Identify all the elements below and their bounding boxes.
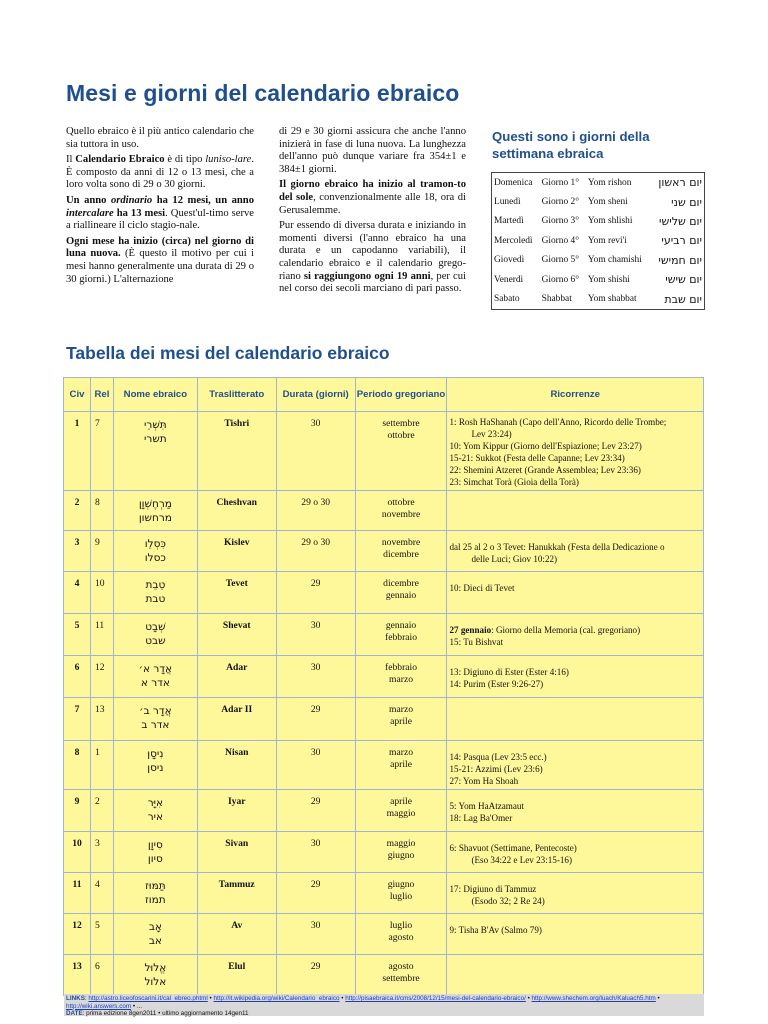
month-period-text: novembre	[381, 509, 421, 520]
holiday-line: 15-21: Azzimi (Lev 23:6)	[449, 764, 543, 774]
month-hebrew-text: סִיוָן	[147, 839, 163, 851]
month-hebrew-text: תַּמּוּז	[145, 880, 166, 892]
weekday-number: Giorno 3°	[541, 216, 579, 227]
month-civ: 12	[64, 914, 91, 955]
month-row	[64, 955, 704, 996]
holiday-line: Lev 23:24)	[471, 429, 512, 439]
month-translit: Adar II	[197, 698, 276, 741]
month-row	[64, 614, 704, 656]
month-civ: 1	[64, 412, 91, 491]
month-gregorian-period	[355, 790, 447, 832]
month-row	[64, 656, 704, 698]
weekday-hebrew: יום שלישי	[658, 214, 702, 228]
month-duration: 29 o 30	[276, 491, 355, 531]
month-hebrew-text: מַרְחֶשְׁוָן	[138, 498, 172, 510]
month-hebrew-name	[113, 572, 197, 614]
month-period-text: dicembre	[383, 578, 419, 589]
weekday-translit: Yom shlishi	[587, 216, 633, 227]
month-row	[64, 531, 704, 572]
footer-links-line: LINKS: http://astro.liceofoscarini.it/cal_ebreo.phtml • http://it.wikipedia.org/wiki/Calendario_ebraico • http://pisaebraica.it/cms/2008/12/15/mesi-del-calendario-ebraico/ • http://www.shechem.org/luach/Kaluach5.htm • http://wiki.answers.com • ...	[66, 995, 660, 1010]
month-row	[64, 412, 704, 491]
month-row	[64, 832, 704, 873]
month-holidays	[447, 656, 704, 698]
month-period-text: marzo	[389, 674, 414, 685]
month-hebrew-name	[113, 614, 197, 656]
footer-link[interactable]: http://wiki.answers.com	[66, 1002, 132, 1010]
holiday-line: 14: Purim (Ester 9:26-27)	[449, 679, 544, 689]
weekday-italian: Giovedì	[494, 255, 525, 266]
month-rel: 8	[90, 491, 113, 531]
weekday-number: Shabbat	[541, 294, 572, 305]
month-hebrew-text: אֱלוּל	[144, 962, 167, 974]
footer-link[interactable]: http://astro.liceofoscarini.it/cal_ebreo.phtml	[88, 995, 208, 1002]
weekday-translit: Yom chamishi	[587, 255, 642, 266]
month-holidays	[447, 531, 704, 572]
intro-paragraph: Pur essendo di diversa durata e iniziando in momenti diversi (l'anno ebraico ha una durata e un capodanno variabili), il calendario ebraico e il calendario grego-riano si raggiungono ogni 19 anni, per cui nel corso dei secoli marciano di pari passo.	[279, 220, 466, 295]
holiday-line: 10: Dieci di Tevet	[449, 583, 515, 593]
month-rel: 4	[90, 873, 113, 914]
month-holidays	[447, 491, 704, 531]
month-hebrew-text: טֵבֵת	[145, 579, 166, 591]
weekday-number: Giorno 4°	[541, 235, 579, 246]
holiday-line: 14: Pasqua (Lev 23:5 ecc.)	[449, 752, 547, 762]
weekday-translit: Yom shishi	[587, 274, 630, 285]
month-translit: Shevat	[197, 614, 276, 656]
month-holidays	[447, 741, 704, 790]
month-hebrew-text: שבט	[145, 635, 166, 647]
month-holidays	[447, 698, 704, 741]
weekday-hebrew: יום רביעי	[661, 234, 702, 248]
month-hebrew-name	[113, 531, 197, 572]
month-holidays	[447, 955, 704, 996]
month-period-text: aprile	[390, 716, 412, 727]
month-hebrew-text: סיון	[147, 853, 163, 865]
month-civ: 7	[64, 698, 91, 741]
month-holidays	[447, 614, 704, 656]
month-hebrew-text: אָב	[148, 921, 162, 933]
holiday-line: 15: Tu Bishvat	[449, 637, 504, 647]
weekday-italian: Martedì	[494, 216, 524, 227]
month-rel: 2	[90, 790, 113, 832]
month-hebrew-text: אדר א	[140, 677, 170, 689]
month-hebrew-text: תִּשְׁרֵי	[144, 419, 167, 431]
month-period-text: marzo	[389, 747, 414, 758]
month-gregorian-period	[355, 955, 447, 996]
month-gregorian-period	[355, 832, 447, 873]
footer-link[interactable]: http://pisaebraica.it/cms/2008/12/15/mesi-del-calendario-ebraico/	[345, 995, 526, 1002]
intro-paragraph: di 29 e 30 giorni assicura che anche l'anno inizierà in fase di luna nuova. La lunghezza dell'anno può dunque variare fra 354±1 e 384±1 giorni.	[279, 126, 466, 175]
month-holidays	[447, 914, 704, 955]
month-duration: 30	[276, 656, 355, 698]
month-duration: 29	[276, 572, 355, 614]
month-civ: 9	[64, 790, 91, 832]
month-period-text: giugno	[387, 850, 415, 861]
month-civ: 8	[64, 741, 91, 790]
month-row	[64, 698, 704, 741]
page-title: Mesi e giorni del calendario ebraico	[66, 80, 460, 106]
month-duration: 30	[276, 614, 355, 656]
month-gregorian-period	[355, 491, 447, 531]
month-translit: Iyar	[197, 790, 276, 832]
weekday-italian: Domenica	[494, 177, 533, 188]
month-holidays	[447, 832, 704, 873]
month-gregorian-period	[355, 531, 447, 572]
holiday-line: (Esodo 32; 2 Re 24)	[471, 896, 545, 906]
month-rel: 10	[90, 572, 113, 614]
month-rel: 5	[90, 914, 113, 955]
month-gregorian-period	[355, 914, 447, 955]
month-translit: Kislev	[197, 531, 276, 572]
weekday-hebrew: יום חמישי	[658, 253, 702, 267]
holiday-line: delle Luci; Giov 10:22)	[471, 554, 558, 564]
month-hebrew-text: אב	[148, 935, 162, 947]
month-period-text: maggio	[386, 808, 416, 819]
month-row	[64, 572, 704, 614]
month-hebrew-name	[113, 656, 197, 698]
weekday-number: Giorno 6°	[541, 274, 579, 285]
holiday-line: 1: Rosh HaShanah (Capo dell'Anno, Ricordo delle Trombe;	[449, 417, 667, 427]
month-rel: 6	[90, 955, 113, 996]
holiday-line: 15-21: Sukkot (Festa delle Capanne; Lev 23:34)	[449, 453, 625, 463]
weekday-hebrew: יום ראשון	[658, 176, 702, 190]
months-header-cell: Rel	[90, 378, 113, 412]
month-translit: Tevet	[197, 572, 276, 614]
months-header-cell: Ricorrenze	[447, 378, 704, 412]
month-period-text: ottobre	[387, 430, 415, 441]
month-duration: 30	[276, 412, 355, 491]
month-period-text: gennaio	[385, 590, 417, 601]
intro-column-2	[279, 126, 466, 299]
holiday-line: 22: Shemini Atzeret (Grande Assemblea; Lev 23:36)	[449, 465, 641, 475]
month-hebrew-text: איר	[147, 811, 164, 823]
month-period-text: febbraio	[385, 662, 418, 673]
intro-column-1	[66, 126, 254, 289]
weekday-italian: Venerdì	[494, 274, 524, 285]
weekday-translit: Yom revi'i	[587, 235, 627, 246]
month-hebrew-text: תמוז	[145, 894, 166, 906]
weekday-hebrew: יום שבת	[664, 292, 702, 306]
month-rel: 11	[90, 614, 113, 656]
months-header-cell: Traslitterato	[197, 378, 276, 412]
footer-links	[64, 994, 704, 1016]
month-duration: 29	[276, 698, 355, 741]
month-duration: 30	[276, 832, 355, 873]
weekdays-title: Questi sono i giorni della settimana ebraica	[492, 129, 650, 161]
holiday-line: 9: Tisha B'Av (Salmo 79)	[449, 925, 542, 935]
month-translit: Av	[197, 914, 276, 955]
weekday-number: Giorno 5°	[541, 255, 579, 266]
intro-paragraph: Il Calendario Ebraico è di tipo luniso-lare. È composto da anni di 12 o 13 mesi, che a loro volta sono di 29 o 30 giorni.	[66, 154, 254, 191]
month-hebrew-text: תשרי	[144, 433, 167, 445]
month-period-text: luglio	[389, 920, 413, 931]
weekday-row	[492, 270, 705, 289]
month-civ: 11	[64, 873, 91, 914]
month-civ: 5	[64, 614, 91, 656]
month-civ: 10	[64, 832, 91, 873]
month-rel: 12	[90, 656, 113, 698]
month-hebrew-name	[113, 790, 197, 832]
month-period-text: giugno	[387, 879, 415, 890]
month-period-text: febbraio	[385, 632, 418, 643]
month-duration: 29	[276, 955, 355, 996]
holiday-line: (Eso 34:22 e Lev 23:15-16)	[471, 855, 572, 865]
month-hebrew-name	[113, 412, 197, 491]
month-period-text: gennaio	[385, 620, 417, 631]
month-period-text: luglio	[389, 891, 413, 902]
month-gregorian-period	[355, 741, 447, 790]
month-hebrew-text: אלול	[144, 976, 167, 988]
months-header-cell: Periodo gregoriano	[355, 378, 447, 412]
holiday-line: 13: Digiuno di Ester (Ester 4:16)	[449, 667, 569, 677]
weekday-translit: Yom shabbat	[587, 294, 637, 305]
month-gregorian-period	[355, 412, 447, 491]
intro-paragraph: Un anno ordinario ha 12 mesi, un anno intercalare ha 13 mesi. Quest'ul-timo serve a riallineare il ciclo stagio-nale.	[66, 194, 254, 232]
month-period-text: marzo	[389, 704, 414, 715]
month-translit: Nisan	[197, 741, 276, 790]
month-period-text: novembre	[381, 537, 421, 548]
month-period-text: ottobre	[387, 497, 415, 508]
weekday-row	[492, 251, 705, 270]
month-rel: 9	[90, 531, 113, 572]
intro-paragraph: Quello ebraico è il più antico calendario che sia tuttora in uso.	[66, 126, 254, 150]
month-holidays	[447, 572, 704, 614]
month-gregorian-period	[355, 614, 447, 656]
weekday-translit: Yom sheni	[587, 197, 628, 208]
weekday-italian: Lunedì	[494, 197, 521, 208]
month-gregorian-period	[355, 656, 447, 698]
weekday-row	[492, 192, 705, 211]
months-table	[63, 377, 704, 996]
holiday-line: 17: Digiuno di Tammuz	[449, 884, 537, 894]
holiday-line: 10: Yom Kippur (Giorno dell'Espiazione; Lev 23:27)	[449, 441, 642, 451]
month-rel: 7	[90, 412, 113, 491]
month-period-text: agosto	[388, 961, 414, 972]
footer-link[interactable]: http://www.shechem.org/luach/Kaluach5.htm	[531, 995, 656, 1002]
month-gregorian-period	[355, 698, 447, 741]
weekday-translit: Yom rishon	[587, 177, 632, 188]
weekday-row	[492, 173, 705, 193]
month-translit: Tammuz	[197, 873, 276, 914]
month-duration: 29	[276, 790, 355, 832]
month-hebrew-name	[113, 832, 197, 873]
month-hebrew-name	[113, 873, 197, 914]
month-hebrew-text: כסלו	[144, 552, 166, 564]
month-period-text: agosto	[388, 932, 414, 943]
month-hebrew-text: טבת	[145, 593, 166, 605]
weekday-number: Giorno 1°	[541, 177, 579, 188]
months-table-title: Tabella dei mesi del calendario ebraico	[66, 343, 390, 363]
month-civ: 4	[64, 572, 91, 614]
month-hebrew-text: אִיָּר	[147, 797, 164, 809]
holiday-line: 27 gennaio: Giorno della Memoria (cal. gregoriano)	[449, 625, 641, 635]
month-hebrew-name	[113, 491, 197, 531]
month-civ: 3	[64, 531, 91, 572]
intro-paragraph: Il giorno ebraico ha inizio al tramon-to del sole, convenzionalmente alle 18, ora di Gerusalemme.	[279, 179, 466, 216]
month-row	[64, 873, 704, 914]
weekdays-table	[491, 172, 705, 310]
weekday-hebrew: יום שישי	[665, 273, 702, 287]
month-gregorian-period	[355, 873, 447, 914]
month-duration: 29 o 30	[276, 531, 355, 572]
month-hebrew-text: שְׁבָט	[145, 621, 166, 633]
holiday-line: 18: Lag Ba'Omer	[449, 813, 513, 823]
holiday-line: 6: Shavuot (Settimane, Pentecoste)	[449, 843, 577, 853]
month-translit: Sivan	[197, 832, 276, 873]
month-rel: 1	[90, 741, 113, 790]
month-holidays	[447, 873, 704, 914]
footer-link[interactable]: http://it.wikipedia.org/wiki/Calendario_ebraico	[213, 995, 340, 1002]
month-rel: 13	[90, 698, 113, 741]
intro-paragraph: Ogni mese ha inizio (circa) nel giorno di luna nuova. (È questo il motivo per cui i mesi hanno generalmente una durata di 29 o 30 giorni.) L'alternazione	[66, 235, 254, 285]
month-hebrew-text: כִּסְלֵו	[144, 538, 166, 550]
weekday-italian: Sabato	[494, 294, 520, 305]
month-duration: 29	[276, 873, 355, 914]
month-hebrew-text: מרחשון	[138, 512, 172, 524]
month-hebrew-text: אֲדָר ב׳	[139, 705, 172, 717]
month-hebrew-name	[113, 741, 197, 790]
month-period-text: settembre	[382, 418, 420, 429]
footer-date-line: DATE: prima edizione 8gen2011 • ultimo aggiornamento 14gen11	[66, 1010, 249, 1018]
weekday-row	[492, 231, 705, 250]
month-hebrew-text: נִיסָן	[147, 748, 164, 760]
month-hebrew-text: אֲדָר א׳	[138, 663, 173, 675]
month-civ: 2	[64, 491, 91, 531]
month-period-text: maggio	[386, 838, 416, 849]
month-row	[64, 790, 704, 832]
month-hebrew-name	[113, 914, 197, 955]
month-translit: Cheshvan	[197, 491, 276, 531]
month-hebrew-name	[113, 955, 197, 996]
month-period-text: aprile	[390, 759, 412, 770]
month-translit: Elul	[197, 955, 276, 996]
weekday-row	[492, 289, 705, 309]
month-duration: 30	[276, 914, 355, 955]
months-header-cell: Nome ebraico	[113, 378, 197, 412]
month-hebrew-name	[113, 698, 197, 741]
month-civ: 6	[64, 656, 91, 698]
holiday-line: 5: Yom HaAtzamaut	[449, 801, 524, 811]
month-hebrew-text: אדר ב	[141, 719, 170, 731]
holiday-line: dal 25 al 2 o 3 Tevet: Hanukkah (Festa della Dedicazione o	[449, 542, 665, 552]
month-period-text: settembre	[382, 973, 420, 984]
weekday-number: Giorno 2°	[541, 197, 579, 208]
holiday-line: 27: Yom Ha Shoah	[449, 776, 519, 786]
month-row	[64, 491, 704, 531]
month-period-text: aprile	[390, 796, 412, 807]
weekday-hebrew: יום שני	[671, 195, 702, 209]
weekday-italian: Mercoledì	[494, 235, 533, 246]
month-row	[64, 914, 704, 955]
month-translit: Adar	[197, 656, 276, 698]
weekday-row	[492, 212, 705, 231]
month-row	[64, 741, 704, 790]
month-holidays	[447, 412, 704, 491]
month-translit: Tishri	[197, 412, 276, 491]
month-holidays	[447, 790, 704, 832]
months-header-cell: Durata (giorni)	[276, 378, 355, 412]
month-rel: 3	[90, 832, 113, 873]
month-hebrew-text: ניסן	[147, 762, 164, 774]
month-civ: 13	[64, 955, 91, 996]
months-header-cell: Civ	[64, 378, 91, 412]
month-period-text: dicembre	[383, 549, 419, 560]
month-gregorian-period	[355, 572, 447, 614]
month-duration: 30	[276, 741, 355, 790]
holiday-line: 23: Simchat Torà (Gioia della Torà)	[449, 477, 579, 487]
